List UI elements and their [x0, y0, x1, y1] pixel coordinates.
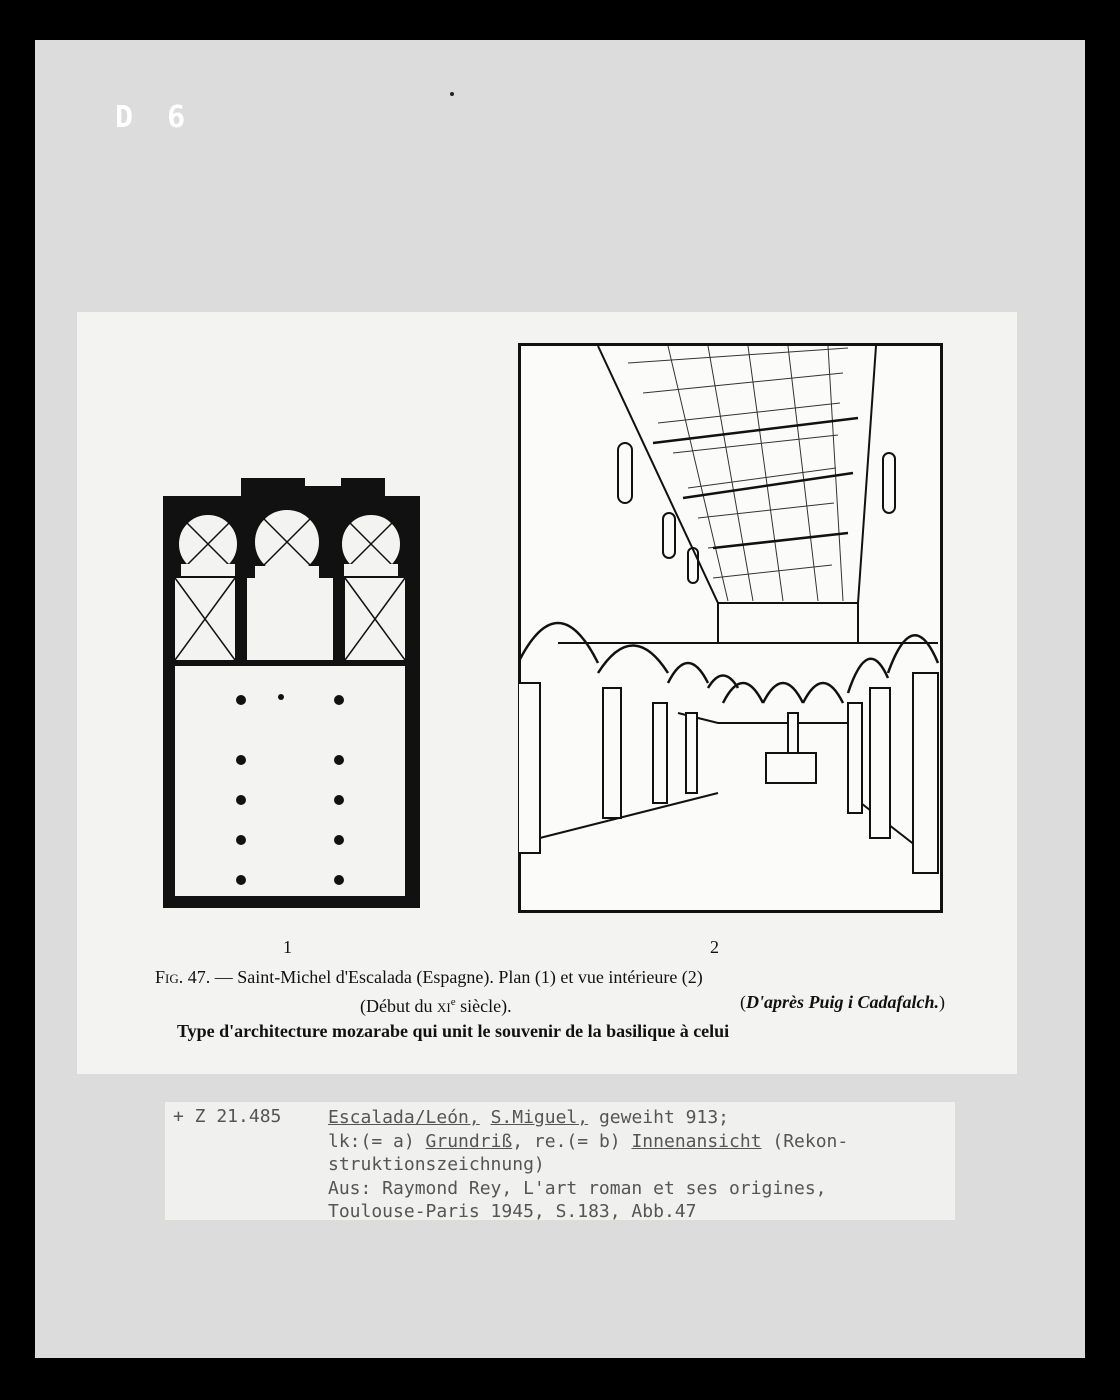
index-card-text — [328, 1106, 848, 1224]
index-line-3: struktionszeichnung) — [328, 1154, 545, 1175]
interior-figure-number: 2 — [710, 937, 719, 957]
plan-figure-number: 1 — [283, 937, 292, 957]
caption-line-2 — [155, 990, 945, 1019]
interior-view-drawing — [518, 343, 943, 913]
index-line-4: Aus: Raymond Rey, L'art roman et ses origines, — [328, 1177, 827, 1199]
caption-line-3: Type d'architecture mozarabe qui unit le souvenir de la basilique à celui — [177, 1021, 730, 1041]
index-line-2: lk:(= a) Grundriß, re.(= b) Innenansicht (Rekon- — [328, 1130, 849, 1152]
floor-plan-drawing — [163, 478, 420, 908]
index-line-1: Escalada/León, S.Miguel, geweiht 913; — [328, 1107, 729, 1128]
caption-line-1 — [155, 965, 945, 990]
caption-title: — Saint-Michel d'Escalada (Espagne). Plan (1) et vue intérieure (2) — [210, 967, 703, 987]
dust-speck — [450, 92, 454, 96]
caption-date: (Début du $xi^e$ siècle). — [360, 996, 512, 1016]
figure-label: Fig. 47. — [155, 967, 211, 987]
caption-source: (D'après Puig i Cadafalch.) — [739, 992, 945, 1012]
inventory-number: + Z 21.485 — [173, 1106, 282, 1127]
figure-caption — [155, 965, 945, 1044]
corner-label: D 6 — [115, 100, 194, 135]
index-line-5: Toulouse-Paris 1945, S.183, Abb.47 — [328, 1201, 697, 1222]
